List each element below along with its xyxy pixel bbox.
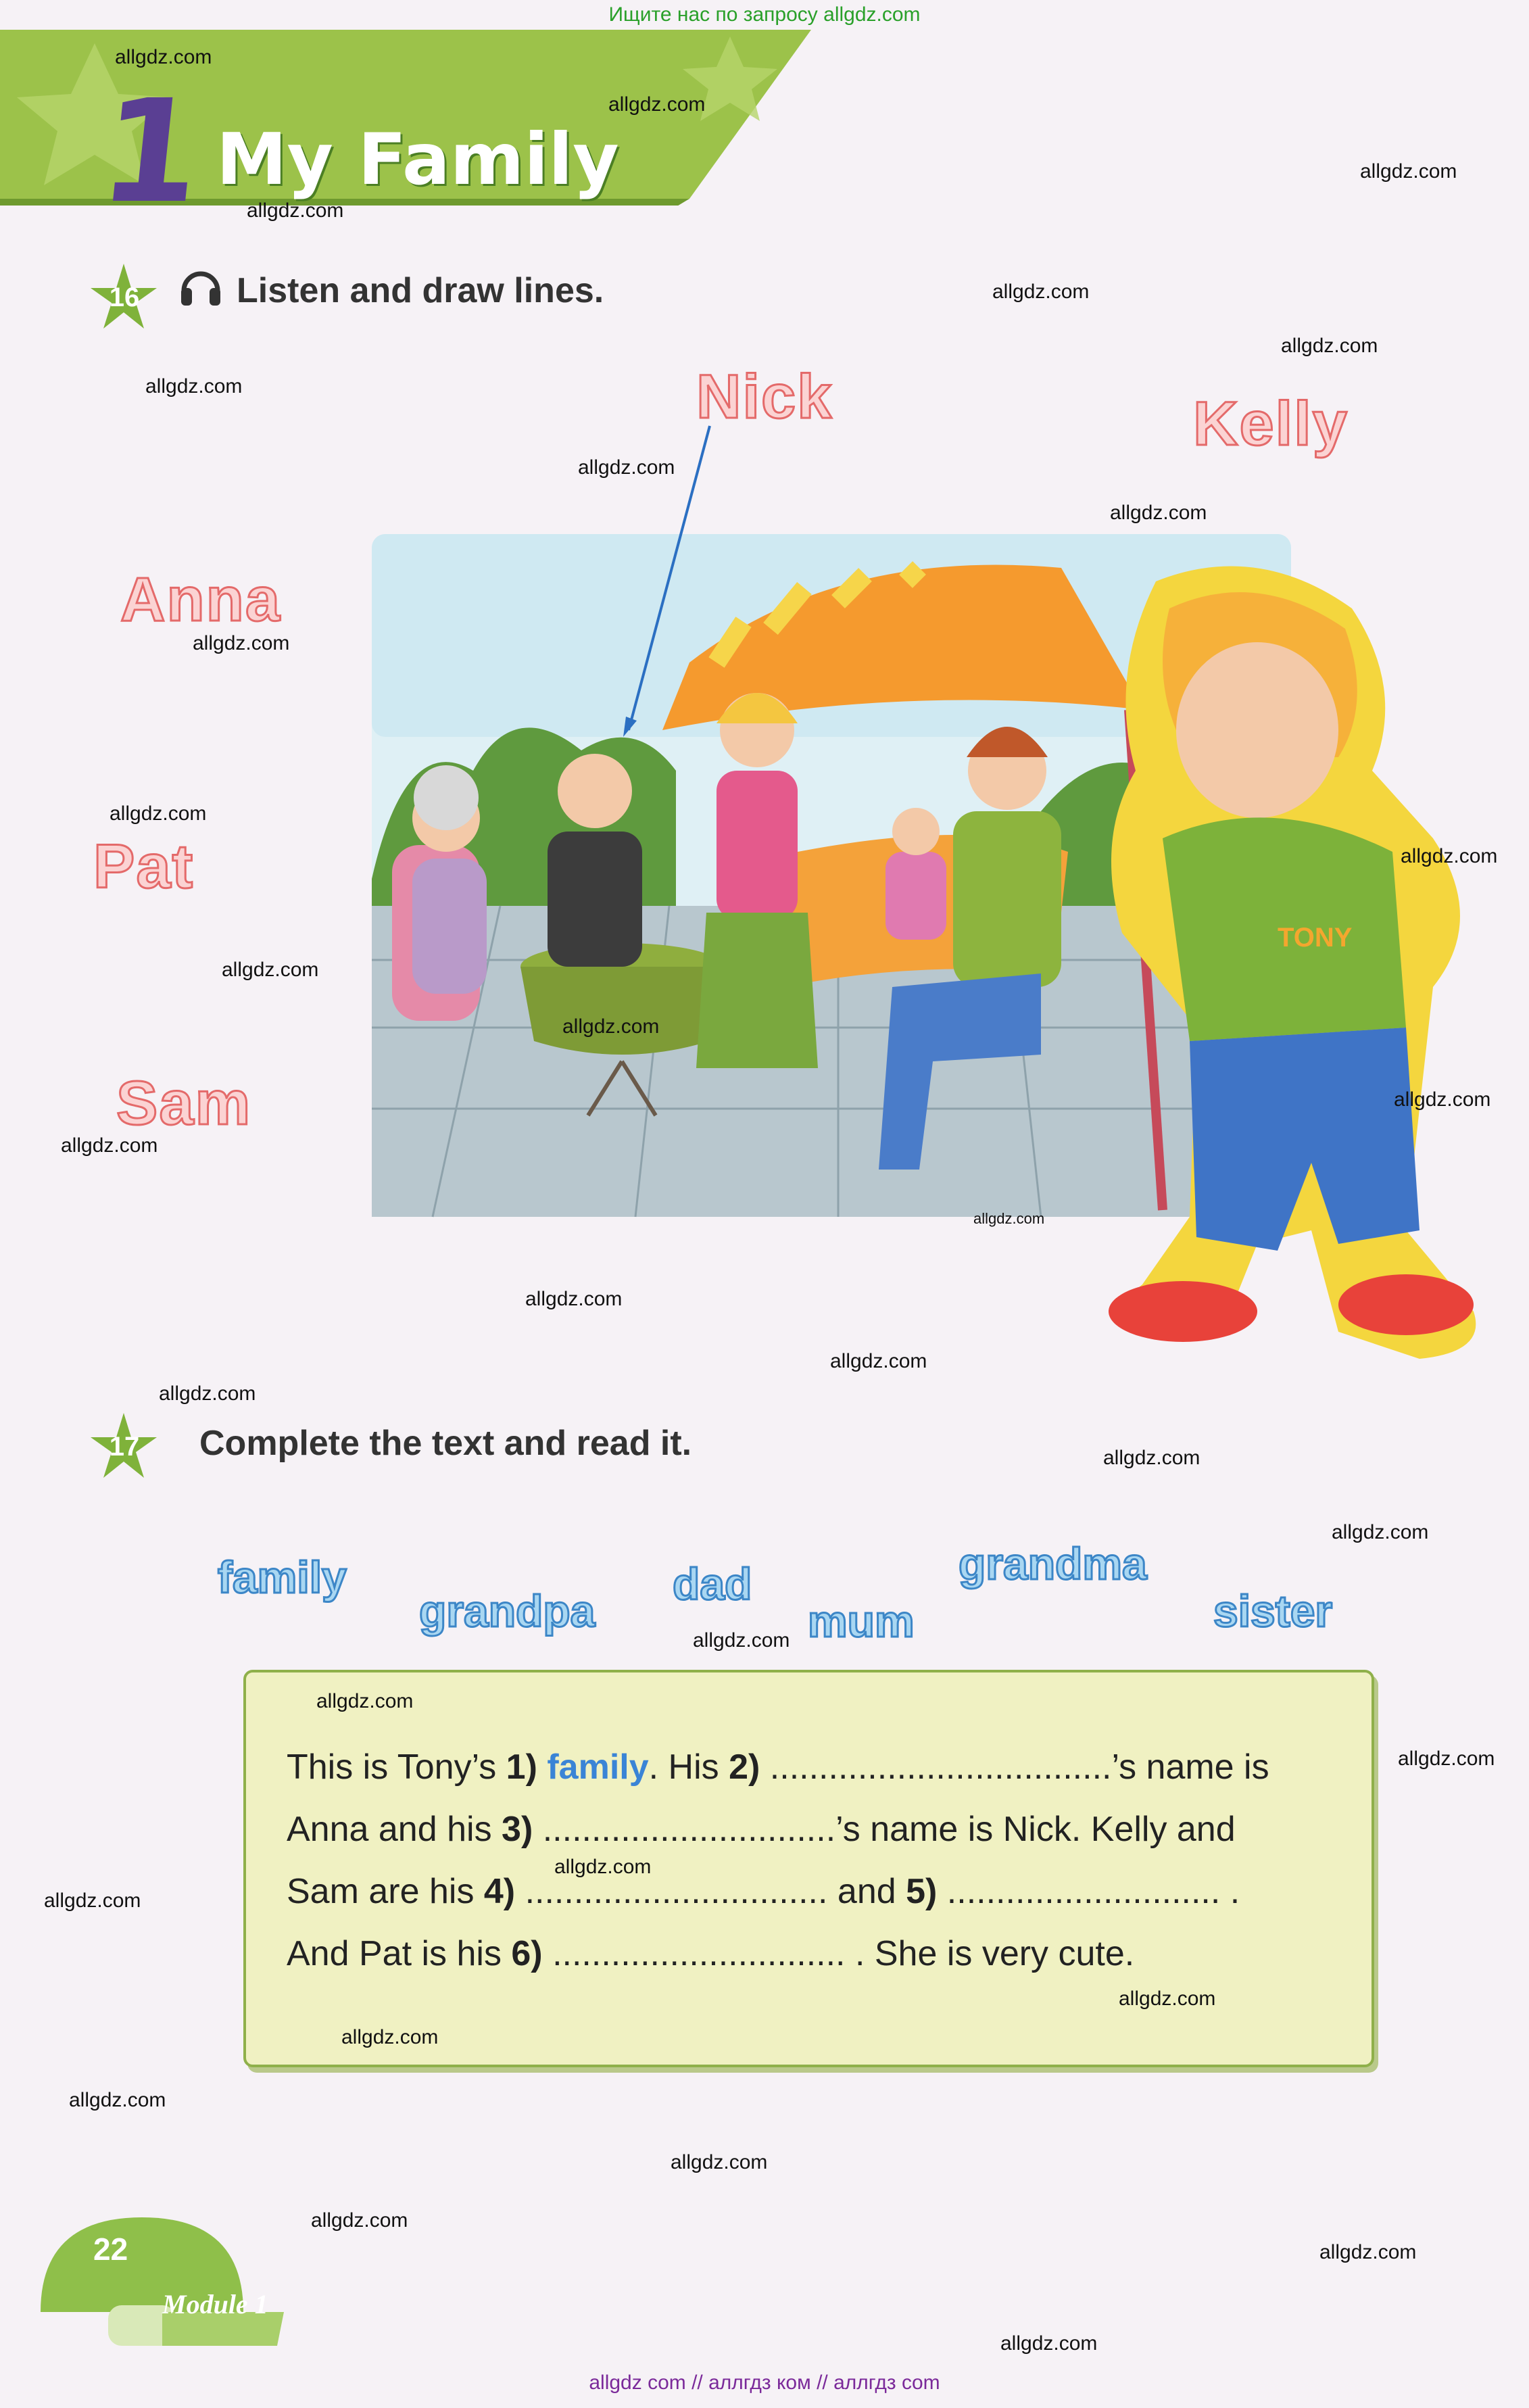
watermark-text: allgdz.com	[145, 375, 243, 398]
watermark-text: allgdz.com	[1319, 2241, 1417, 2263]
unit-title: My Family	[216, 118, 619, 201]
watermark-text: allgdz.com	[1110, 502, 1207, 524]
shirt-text: TONY	[1278, 923, 1353, 953]
watermark-text: allgdz.com	[61, 1134, 158, 1157]
watermark-text: allgdz.com	[1119, 1988, 1216, 2010]
watermark-text: allgdz.com	[693, 1629, 790, 1652]
exercise-number: 16	[109, 282, 140, 312]
watermark-text: allgdz.com	[159, 1382, 256, 1405]
exercise-instruction: Listen and draw lines.	[237, 271, 604, 310]
watermark-text: allgdz.com	[608, 93, 706, 116]
watermark-text: allgdz.com	[578, 456, 675, 479]
watermark-text: allgdz.com	[554, 1856, 652, 1878]
watermark-text: allgdz.com	[1332, 1521, 1429, 1543]
watermark-text: allgdz.com	[193, 632, 290, 654]
word-grandpa: grandpa	[419, 1586, 596, 1636]
watermark-text: allgdz.com	[1398, 1748, 1495, 1770]
watermark-text: allgdz.com	[525, 1288, 623, 1310]
watermark-text: allgdz.com	[316, 1690, 414, 1712]
exercise-number: 17	[109, 1431, 140, 1462]
watermark-text: allgdz.com	[222, 959, 319, 981]
name-label-pat: Pat	[93, 832, 195, 901]
watermark-text: allgdz.com	[1360, 160, 1457, 183]
answer-1: family	[547, 1748, 649, 1787]
word-family: family	[218, 1552, 347, 1602]
text-line-3: Sam are his 4) ............................... and 5) ............................ .	[287, 1872, 1240, 1911]
watermark-text: allgdz.com	[115, 46, 212, 68]
watermark-text: allgdz.com	[247, 199, 344, 222]
name-label-anna: Anna	[120, 565, 281, 634]
watermark-text: allgdz.com	[341, 2026, 439, 2048]
watermark-text: allgdz.com	[973, 1210, 1045, 1227]
page-footer-mushroom	[27, 2197, 297, 2353]
text-line-4: And Pat is his 6) .............................. . She is very cute.	[287, 1934, 1135, 1973]
watermark-text: allgdz.com	[562, 1015, 660, 1038]
text-line-2: Anna and his 3) ..............................’s name is Nick. Kelly and	[287, 1810, 1236, 1849]
word-sister: sister	[1213, 1586, 1333, 1636]
watermark-text: allgdz.com	[1394, 1088, 1491, 1111]
watermark-text: allgdz.com	[311, 2209, 408, 2232]
headphones-icon	[177, 264, 224, 314]
watermark-text: allgdz.com	[69, 2089, 166, 2111]
unit-number: 1	[93, 69, 210, 235]
module-label: Module 1	[162, 2289, 268, 2319]
watermark-text: allgdz.com	[1281, 335, 1378, 357]
name-label-nick: Nick	[696, 362, 833, 431]
word-mum: mum	[808, 1596, 915, 1646]
name-label-sam: Sam	[116, 1069, 252, 1138]
exercise-instruction: Complete the text and read it.	[199, 1424, 692, 1463]
page-number: 22	[93, 2232, 128, 2267]
watermark-text: allgdz.com	[1103, 1447, 1200, 1469]
watermark-text: allgdz.com	[1000, 2332, 1098, 2355]
bottom-banner: allgdz com // аллгдз ком // аллгдз com	[589, 2371, 940, 2394]
word-grandma: grandma	[958, 1539, 1147, 1589]
top-banner: Ищите нас по запросу allgdz.com	[608, 3, 921, 26]
watermark-text: allgdz.com	[830, 1350, 927, 1372]
name-label-kelly: Kelly	[1193, 389, 1349, 458]
watermark-text: allgdz.com	[110, 802, 207, 825]
watermark-text: allgdz.com	[1401, 845, 1498, 867]
word-dad: dad	[673, 1559, 752, 1609]
text-line-1: This is Tony’s 1) family. His 2) ...................................’s name is	[287, 1748, 1269, 1787]
watermark-text: allgdz.com	[992, 281, 1090, 303]
watermark-text: allgdz.com	[44, 1889, 141, 1912]
tony-character	[1054, 554, 1501, 1366]
watermark-text: allgdz.com	[671, 2151, 768, 2173]
